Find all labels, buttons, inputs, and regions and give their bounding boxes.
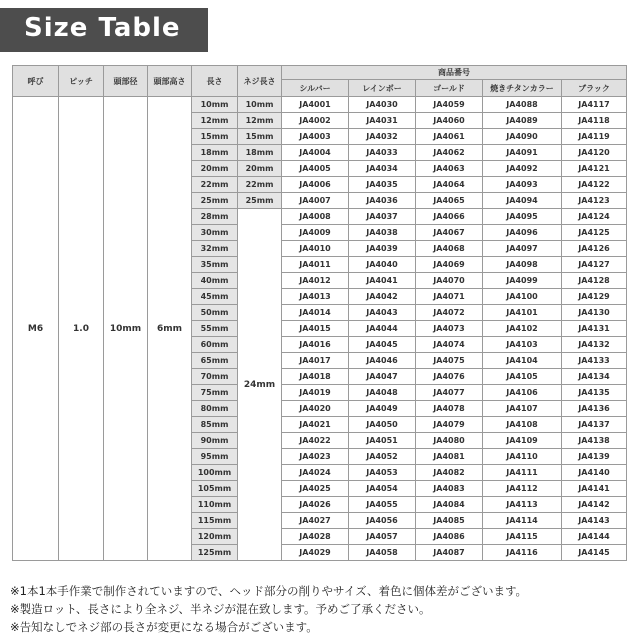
product-code-cell: JA4063 (416, 161, 483, 177)
product-code-cell: JA4070 (416, 273, 483, 289)
product-code-cell: JA4024 (282, 465, 349, 481)
product-code-cell: JA4058 (349, 545, 416, 561)
product-code-cell: JA4059 (416, 97, 483, 113)
thread-length-cell: 18mm (238, 145, 282, 161)
product-code-cell: JA4107 (483, 401, 562, 417)
note-line: ※1本1本手作業で制作されていますので、ヘッド部分の削りやサイズ、着色に個体差がございます。 (10, 584, 528, 598)
thread-length-cell: 25mm (238, 193, 282, 209)
product-code-cell: JA4129 (562, 289, 627, 305)
product-code-cell: JA4073 (416, 321, 483, 337)
product-code-cell: JA4015 (282, 321, 349, 337)
product-code-cell: JA4013 (282, 289, 349, 305)
product-code-cell: JA4081 (416, 449, 483, 465)
length-cell: 18mm (192, 145, 238, 161)
product-code-cell: JA4099 (483, 273, 562, 289)
thread-length-cell: 12mm (238, 113, 282, 129)
product-code-cell: JA4027 (282, 513, 349, 529)
thread-length-cell: 22mm (238, 177, 282, 193)
product-code-cell: JA4138 (562, 433, 627, 449)
product-code-cell: JA4132 (562, 337, 627, 353)
product-code-cell: JA4074 (416, 337, 483, 353)
header-head-height: 頭部高さ (148, 66, 192, 97)
table-header-row (13, 66, 627, 80)
product-code-cell: JA4037 (349, 209, 416, 225)
product-code-cell: JA4101 (483, 305, 562, 321)
thread-length-cell: 20mm (238, 161, 282, 177)
product-code-cell: JA4105 (483, 369, 562, 385)
length-cell: 50mm (192, 305, 238, 321)
thread-length-cell: 10mm (238, 97, 282, 113)
product-code-cell: JA4055 (349, 497, 416, 513)
product-code-cell: JA4122 (562, 177, 627, 193)
length-cell: 60mm (192, 337, 238, 353)
product-code-cell: JA4029 (282, 545, 349, 561)
product-code-cell: JA4120 (562, 145, 627, 161)
product-code-cell: JA4130 (562, 305, 627, 321)
product-code-cell: JA4111 (483, 465, 562, 481)
product-code-cell: JA4123 (562, 193, 627, 209)
product-code-cell: JA4087 (416, 545, 483, 561)
product-code-cell: JA4033 (349, 145, 416, 161)
product-code-cell: JA4118 (562, 113, 627, 129)
product-code-cell: JA4008 (282, 209, 349, 225)
product-code-cell: JA4019 (282, 385, 349, 401)
product-code-cell: JA4032 (349, 129, 416, 145)
product-code-cell: JA4103 (483, 337, 562, 353)
length-cell: 90mm (192, 433, 238, 449)
product-code-cell: JA4136 (562, 401, 627, 417)
product-code-cell: JA4144 (562, 529, 627, 545)
product-code-cell: JA4083 (416, 481, 483, 497)
product-code-cell: JA4143 (562, 513, 627, 529)
length-cell: 25mm (192, 193, 238, 209)
product-code-cell: JA4075 (416, 353, 483, 369)
length-cell: 35mm (192, 257, 238, 273)
product-code-cell: JA4031 (349, 113, 416, 129)
product-code-cell: JA4097 (483, 241, 562, 257)
length-cell: 65mm (192, 353, 238, 369)
length-cell: 15mm (192, 129, 238, 145)
thread-length-cell: 15mm (238, 129, 282, 145)
product-code-cell: JA4100 (483, 289, 562, 305)
length-cell: 80mm (192, 401, 238, 417)
product-code-cell: JA4126 (562, 241, 627, 257)
product-code-cell: JA4134 (562, 369, 627, 385)
product-code-cell: JA4060 (416, 113, 483, 129)
product-code-cell: JA4139 (562, 449, 627, 465)
length-cell: 28mm (192, 209, 238, 225)
notes (10, 582, 634, 636)
product-code-cell: JA4050 (349, 417, 416, 433)
head-height-cell: 6mm (148, 97, 192, 561)
product-code-cell: JA4090 (483, 129, 562, 145)
length-cell: 30mm (192, 225, 238, 241)
header-color-gold: ゴールド (416, 80, 483, 97)
product-code-cell: JA4061 (416, 129, 483, 145)
product-code-cell: JA4141 (562, 481, 627, 497)
length-cell: 85mm (192, 417, 238, 433)
product-code-cell: JA4003 (282, 129, 349, 145)
product-code-cell: JA4089 (483, 113, 562, 129)
product-code-cell: JA4034 (349, 161, 416, 177)
product-code-cell: JA4028 (282, 529, 349, 545)
header-yobi: 呼び (13, 66, 59, 97)
product-code-cell: JA4062 (416, 145, 483, 161)
product-code-cell: JA4104 (483, 353, 562, 369)
product-code-cell: JA4077 (416, 385, 483, 401)
product-code-cell: JA4056 (349, 513, 416, 529)
product-code-cell: JA4007 (282, 193, 349, 209)
product-code-cell: JA4142 (562, 497, 627, 513)
product-code-cell: JA4092 (483, 161, 562, 177)
product-code-cell: JA4043 (349, 305, 416, 321)
product-code-cell: JA4009 (282, 225, 349, 241)
product-code-cell: JA4106 (483, 385, 562, 401)
product-code-cell: JA4035 (349, 177, 416, 193)
header-thread-length: ネジ長さ (238, 66, 282, 97)
product-code-cell: JA4016 (282, 337, 349, 353)
product-code-cell: JA4046 (349, 353, 416, 369)
product-code-cell: JA4041 (349, 273, 416, 289)
length-cell: 75mm (192, 385, 238, 401)
product-code-cell: JA4011 (282, 257, 349, 273)
table-row (13, 97, 627, 113)
product-code-cell: JA4064 (416, 177, 483, 193)
product-code-cell: JA4030 (349, 97, 416, 113)
product-code-cell: JA4072 (416, 305, 483, 321)
product-code-cell: JA4067 (416, 225, 483, 241)
note-line: ※告知なしでネジ部の長さが変更になる場合がございます。 (10, 620, 318, 634)
product-code-cell: JA4096 (483, 225, 562, 241)
product-code-cell: JA4093 (483, 177, 562, 193)
note-line: ※製造ロット、長さにより全ネジ、半ネジが混在致します。予めご了承ください。 (10, 602, 431, 616)
length-cell: 45mm (192, 289, 238, 305)
product-code-cell: JA4078 (416, 401, 483, 417)
header-product-number: 商品番号 (282, 66, 627, 80)
product-code-cell: JA4127 (562, 257, 627, 273)
header-color-burnt-titanium: 焼きチタンカラー (483, 80, 562, 97)
product-code-cell: JA4131 (562, 321, 627, 337)
product-code-cell: JA4071 (416, 289, 483, 305)
product-code-cell: JA4051 (349, 433, 416, 449)
product-code-cell: JA4038 (349, 225, 416, 241)
length-cell: 20mm (192, 161, 238, 177)
product-code-cell: JA4095 (483, 209, 562, 225)
product-code-cell: JA4048 (349, 385, 416, 401)
product-code-cell: JA4001 (282, 97, 349, 113)
length-cell: 55mm (192, 321, 238, 337)
product-code-cell: JA4076 (416, 369, 483, 385)
product-code-cell: JA4053 (349, 465, 416, 481)
product-code-cell: JA4145 (562, 545, 627, 561)
product-code-cell: JA4119 (562, 129, 627, 145)
product-code-cell: JA4047 (349, 369, 416, 385)
table-body (13, 97, 627, 561)
product-code-cell: JA4040 (349, 257, 416, 273)
product-code-cell: JA4086 (416, 529, 483, 545)
product-code-cell: JA4084 (416, 497, 483, 513)
product-code-cell: JA4125 (562, 225, 627, 241)
product-code-cell: JA4002 (282, 113, 349, 129)
product-code-cell: JA4042 (349, 289, 416, 305)
header-color-silver: シルバー (282, 80, 349, 97)
length-cell: 12mm (192, 113, 238, 129)
yobi-cell: M6 (13, 97, 59, 561)
product-code-cell: JA4065 (416, 193, 483, 209)
product-code-cell: JA4052 (349, 449, 416, 465)
header-color-rainbow: レインボー (349, 80, 416, 97)
product-code-cell: JA4017 (282, 353, 349, 369)
length-cell: 95mm (192, 449, 238, 465)
product-code-cell: JA4124 (562, 209, 627, 225)
length-cell: 105mm (192, 481, 238, 497)
product-code-cell: JA4137 (562, 417, 627, 433)
product-code-cell: JA4085 (416, 513, 483, 529)
product-code-cell: JA4098 (483, 257, 562, 273)
product-code-cell: JA4004 (282, 145, 349, 161)
header-pitch: ピッチ (59, 66, 104, 97)
product-code-cell: JA4044 (349, 321, 416, 337)
product-code-cell: JA4005 (282, 161, 349, 177)
length-cell: 70mm (192, 369, 238, 385)
product-code-cell: JA4113 (483, 497, 562, 513)
length-cell: 32mm (192, 241, 238, 257)
product-code-cell: JA4110 (483, 449, 562, 465)
title-banner (0, 8, 208, 52)
product-code-cell: JA4039 (349, 241, 416, 257)
product-code-cell: JA4117 (562, 97, 627, 113)
product-code-cell: JA4049 (349, 401, 416, 417)
product-code-cell: JA4135 (562, 385, 627, 401)
product-code-cell: JA4020 (282, 401, 349, 417)
product-code-cell: JA4140 (562, 465, 627, 481)
product-code-cell: JA4128 (562, 273, 627, 289)
pitch-cell: 1.0 (59, 97, 104, 561)
product-code-cell: JA4010 (282, 241, 349, 257)
product-code-cell: JA4133 (562, 353, 627, 369)
product-code-cell: JA4080 (416, 433, 483, 449)
length-cell: 110mm (192, 497, 238, 513)
product-code-cell: JA4012 (282, 273, 349, 289)
product-code-cell: JA4109 (483, 433, 562, 449)
length-cell: 120mm (192, 529, 238, 545)
length-cell: 40mm (192, 273, 238, 289)
product-code-cell: JA4116 (483, 545, 562, 561)
product-code-cell: JA4022 (282, 433, 349, 449)
length-cell: 115mm (192, 513, 238, 529)
product-code-cell: JA4102 (483, 321, 562, 337)
product-code-cell: JA4054 (349, 481, 416, 497)
product-code-cell: JA4088 (483, 97, 562, 113)
header-head-diameter: 頭部径 (104, 66, 148, 97)
product-code-cell: JA4057 (349, 529, 416, 545)
product-code-cell: JA4108 (483, 417, 562, 433)
product-code-cell: JA4036 (349, 193, 416, 209)
product-code-cell: JA4112 (483, 481, 562, 497)
product-code-cell: JA4079 (416, 417, 483, 433)
header-length: 長さ (192, 66, 238, 97)
page-title: Size Table (24, 13, 181, 43)
thread-length-cell: 24mm (238, 209, 282, 561)
length-cell: 22mm (192, 177, 238, 193)
product-code-cell: JA4014 (282, 305, 349, 321)
size-table (12, 65, 627, 561)
header-color-black: ブラック (562, 80, 627, 97)
product-code-cell: JA4045 (349, 337, 416, 353)
product-code-cell: JA4121 (562, 161, 627, 177)
product-code-cell: JA4094 (483, 193, 562, 209)
product-code-cell: JA4026 (282, 497, 349, 513)
product-code-cell: JA4023 (282, 449, 349, 465)
product-code-cell: JA4018 (282, 369, 349, 385)
product-code-cell: JA4069 (416, 257, 483, 273)
product-code-cell: JA4115 (483, 529, 562, 545)
length-cell: 10mm (192, 97, 238, 113)
product-code-cell: JA4066 (416, 209, 483, 225)
product-code-cell: JA4068 (416, 241, 483, 257)
product-code-cell: JA4091 (483, 145, 562, 161)
product-code-cell: JA4025 (282, 481, 349, 497)
product-code-cell: JA4114 (483, 513, 562, 529)
length-cell: 125mm (192, 545, 238, 561)
length-cell: 100mm (192, 465, 238, 481)
product-code-cell: JA4021 (282, 417, 349, 433)
product-code-cell: JA4006 (282, 177, 349, 193)
head-diameter-cell: 10mm (104, 97, 148, 561)
product-code-cell: JA4082 (416, 465, 483, 481)
